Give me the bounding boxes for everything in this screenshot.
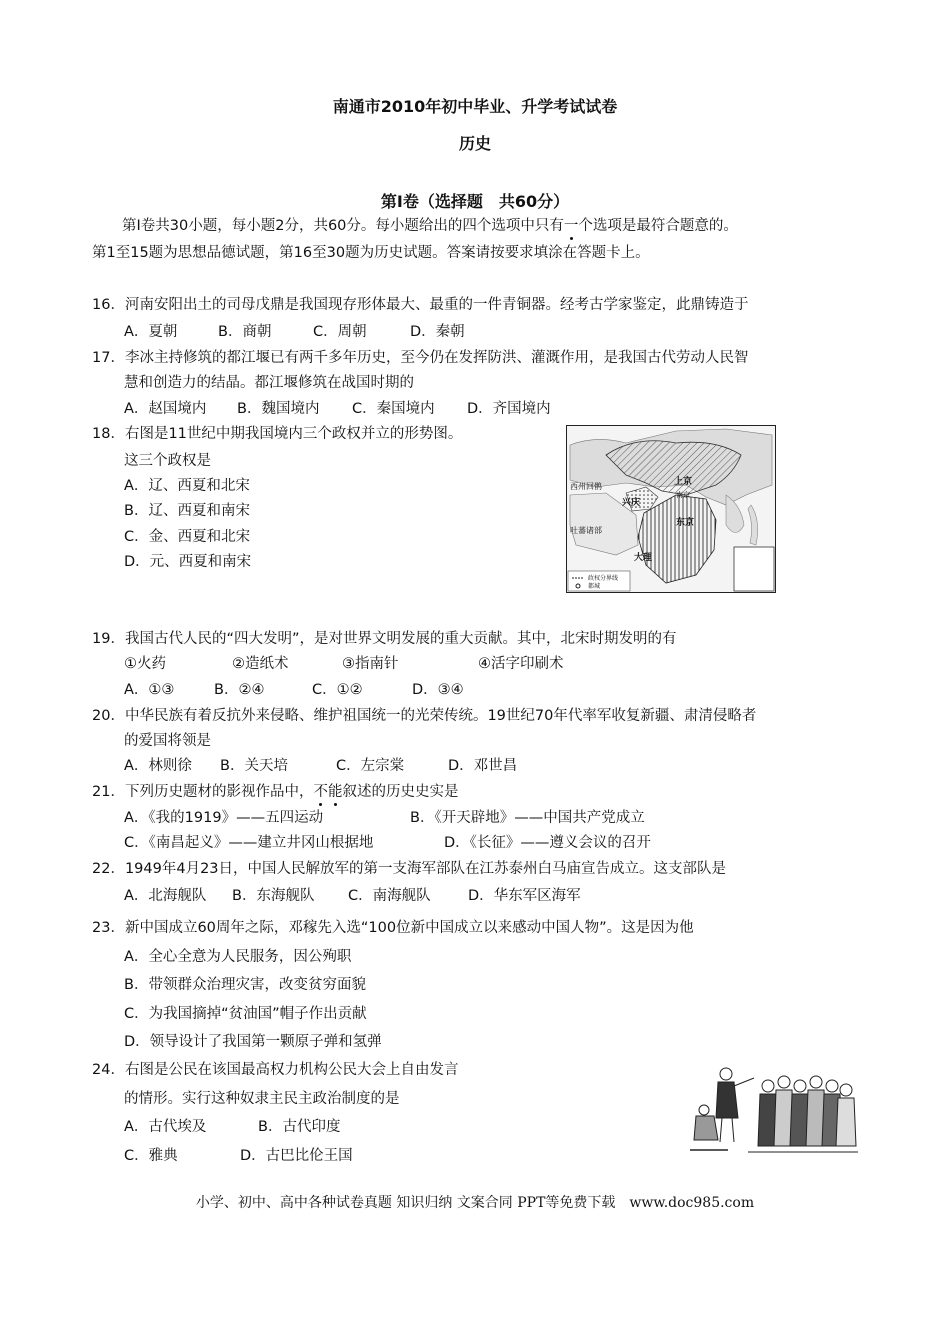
q17-option-b: B．魏国境内 — [237, 401, 320, 417]
label-xizhou: 西州回鹘 — [570, 482, 602, 491]
q19-option-c: C．①② — [312, 682, 363, 698]
q18-option-a: A．辽、西夏和北宋 — [124, 478, 250, 494]
athenian-assembly-illustration — [688, 1056, 860, 1156]
south-sea-inset — [734, 547, 774, 591]
q19-item-3: ③指南针 — [342, 656, 399, 672]
q19-stem: 19．我国古代人民的“四大发明”，是对世界文明发展的重大贡献。其中，北宋时期发明的有 — [92, 631, 677, 647]
q19-option-d: D．③④ — [412, 682, 464, 698]
q16-option-c: C．周朝 — [313, 324, 367, 340]
song-liao-xixia-map — [566, 425, 776, 593]
label-dongjing: 东京 — [676, 518, 695, 528]
q18-stem-line-2: 这三个政权是 — [124, 453, 211, 469]
instructions-line-1 — [122, 216, 738, 236]
q18-option-c: C．金、西夏和北宋 — [124, 529, 251, 545]
q21-option-c: C．《南昌起义》——建立井冈山根据地 — [124, 835, 374, 851]
q23-option-d: D．领导设计了我国第一颗原子弹和氢弹 — [124, 1034, 382, 1050]
label-xingqing: 兴庆 — [622, 498, 641, 508]
q19-option-a: A．①③ — [124, 682, 175, 698]
q21-stem-part-1: 21．下列历史题材的影视作品中， — [92, 784, 314, 800]
q22-option-c: C．南海舰队 — [348, 888, 431, 904]
q20-option-b: B．关天培 — [220, 758, 288, 774]
q20-option-c: C．左宗棠 — [336, 758, 405, 774]
q24-option-c: C．雅典 — [124, 1148, 178, 1164]
q17-stem-line-1: 17．李冰主持修筑的都江堰已有两千多年历史，至今仍在发挥防洪、灌溉作用，是我国古代劳动人民智 — [92, 350, 749, 366]
q16-option-a: A．夏朝 — [124, 324, 178, 340]
q17-option-a: A．赵国境内 — [124, 401, 207, 417]
q24-option-d: D．古巴比伦王国 — [240, 1148, 353, 1164]
q16-stem: 16．河南安阳出土的司母戊鼎是我国现存形体最大、最重的一件青铜器。经考古学家鉴定，此鼎铸造于 — [92, 297, 749, 313]
q17-option-c: C．秦国境内 — [352, 401, 435, 417]
q16-option-b: B．商朝 — [218, 324, 272, 340]
q19-option-b: B．②④ — [214, 682, 265, 698]
instructions-emphasis: 一 — [563, 218, 579, 234]
label-dali: 大理 — [634, 553, 653, 563]
q24-stem-line-1: 24．右图是公民在该国最高权力机构公民大会上自由发言 — [92, 1062, 459, 1078]
q21-option-d: D．《长征》——遵义会议的召开 — [444, 835, 651, 851]
q21-emphasis-bu: 不 — [313, 784, 328, 800]
q21-stem — [92, 782, 458, 802]
q24-stem-line-2: 的情形。实行这种奴隶主民主政治制度的是 — [124, 1091, 400, 1107]
q17-stem-line-2: 慧和创造力的结晶。都江堰修筑在战国时期的 — [124, 375, 414, 391]
q20-option-a: A．林则徐 — [124, 758, 192, 774]
label-shangjing: 上京 — [674, 477, 693, 487]
q19-item-2: ②造纸术 — [232, 656, 289, 672]
q24-option-b: B．古代印度 — [258, 1119, 341, 1135]
subject-title: 历史 — [458, 134, 491, 153]
label-tufan: 吐蕃诸部 — [570, 526, 602, 535]
q22-option-a: A．北海舰队 — [124, 888, 207, 904]
q21-option-b: B．《开天辟地》——中国共产党成立 — [410, 810, 645, 826]
q18-option-d: D．元、西夏和南宋 — [124, 554, 252, 570]
q24-option-a: A．古代埃及 — [124, 1119, 207, 1135]
q22-option-b: B．东海舰队 — [232, 888, 315, 904]
q19-item-4: ④活字印刷术 — [478, 656, 564, 672]
q23-stem: 23．新中国成立60周年之际，邓稼先入选“100位新中国成立以来感动中国人物”。这是因为他 — [92, 920, 694, 936]
exam-title: 南通市2010年初中毕业、升学考试试卷 — [332, 97, 618, 116]
q23-option-a: A．全心全意为人民服务，因公殉职 — [124, 949, 352, 965]
q22-option-d: D．华东军区海军 — [468, 888, 581, 904]
label-nanjing: 南京 — [676, 491, 690, 499]
q23-option-b: B．带领群众治理灾害，改变贫穷面貌 — [124, 977, 366, 993]
q21-stem-part-2: 叙述的历史史实是 — [342, 784, 459, 800]
legend-border-label: 政权分界线 — [588, 575, 619, 582]
q21-option-a: A．《我的1919》——五四运动 — [124, 810, 324, 826]
section-title: 第Ⅰ卷（选择题 共60分） — [380, 192, 570, 211]
q20-stem-line-2: 的爱国将领是 — [124, 733, 211, 749]
q17-option-d: D．齐国境内 — [467, 401, 551, 417]
q20-stem-line-1: 20．中华民族有着反抗外来侵略、维护祖国统一的光荣传统。19世纪70年代率军收复新疆、肃清侵略者 — [92, 708, 757, 724]
instructions-line-2: 第1至15题为思想品德试题，第16至30题为历史试题。答案请按要求填涂在答题卡上。 — [92, 245, 650, 261]
footer-text: 小学、初中、高中各种试卷真题 知识归纳 文案合同 PPT等免费下载 www.doc985.com — [195, 1195, 755, 1211]
instructions-part-2: 个选项是最符合题意的。 — [578, 218, 738, 234]
legend-capital-label: 都城 — [588, 583, 601, 590]
q21-emphasis-neng: 能 — [327, 784, 343, 800]
q22-stem: 22．1949年4月23日，中国人民解放军的第一支海军部队在江苏泰州白马庙宣告成立。这支部队是 — [92, 861, 727, 877]
q20-option-d: D．邓世昌 — [448, 758, 518, 774]
q18-option-b: B．辽、西夏和南宋 — [124, 503, 250, 519]
q23-option-c: C．为我国摘掉“贫油国”帽子作出贡献 — [124, 1006, 367, 1022]
instructions-part-1: 第Ⅰ卷共30小题，每小题2分，共60分。每小题给出的四个选项中只有 — [122, 218, 564, 234]
q16-option-d: D．秦朝 — [410, 324, 465, 340]
q18-stem-line-1: 18．右图是11世纪中期我国境内三个政权并立的形势图。 — [92, 426, 463, 442]
q19-item-1: ①火药 — [124, 656, 166, 672]
